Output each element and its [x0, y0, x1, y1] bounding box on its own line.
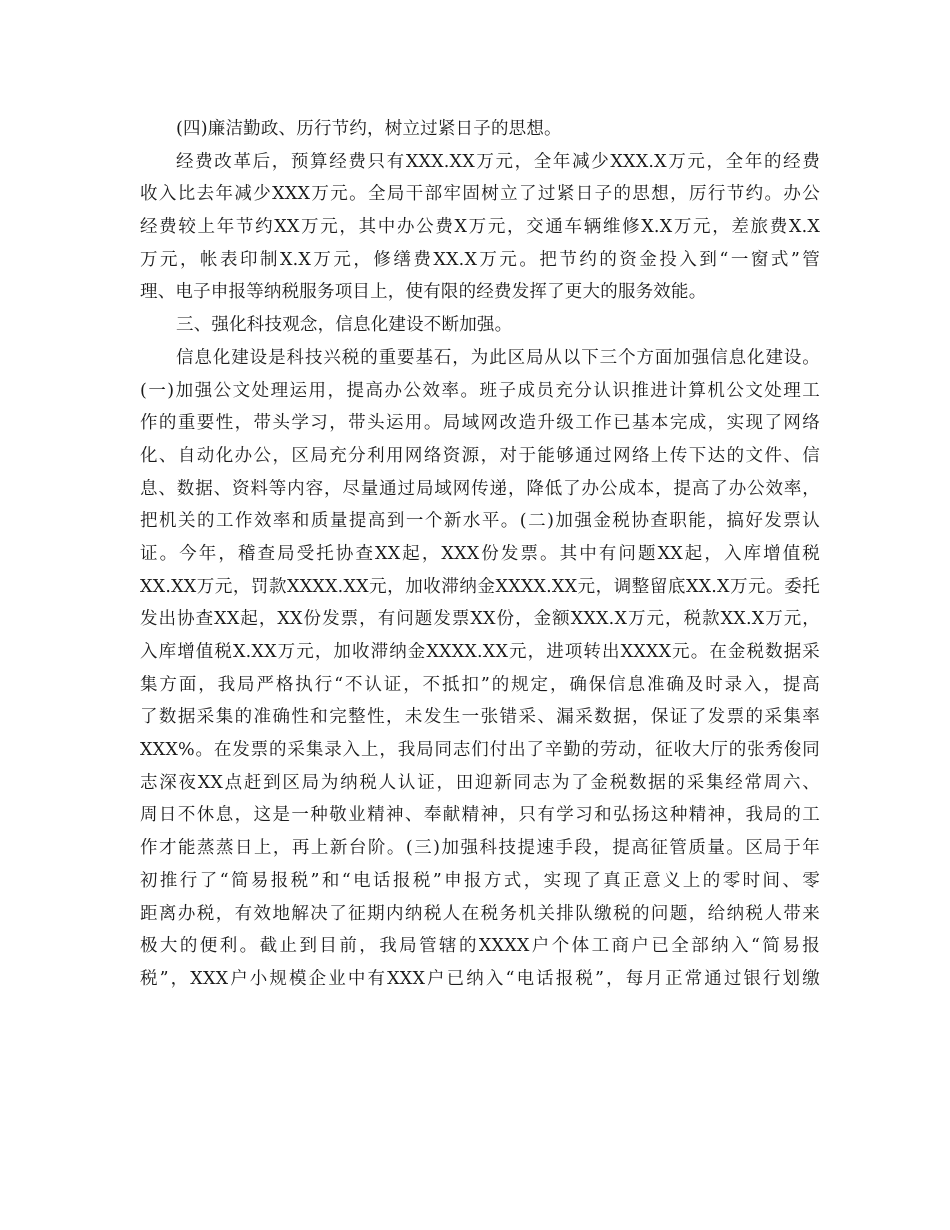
text-line: 初推行了“简易报税”和“电话报税”申报方式，实现了真正意义上的零时间、零 [140, 870, 820, 891]
text-line: 经费较上年节约XX万元，其中办公费X万元，交通车辆维修X.X万元，差旅费X.X [140, 217, 820, 238]
text-line: 作的重要性，带头学习，带头运用。局域网改造升级工作已基本完成，实现了网络 [140, 413, 820, 434]
text-line: 三、强化科技观念，信息化建设不断加强。 [176, 315, 513, 336]
text-line: XXX%。在发票的采集录入上，我局同志们付出了辛勤的劳动，征收大厅的张秀俊同 [140, 740, 820, 761]
text-line: 发出协查XX起，XX份发票，有问题发票XX份，金额XXX.X万元，税款XX.X万元， [140, 609, 820, 630]
text-line: 志深夜XX点赶到区局为纳税人认证，田迎新同志为了金税数据的采集经常周六、 [140, 772, 820, 793]
text-line: (四)廉洁勤政、历行节约，树立过紧日子的思想。 [176, 119, 562, 139]
text-line: 理、电子申报等纳税服务项目上，使有限的经费发挥了更大的服务效能。 [140, 282, 707, 303]
text-line: 作才能蒸蒸日上，再上新台阶。(三)加强科技提速手段，提高征管质量。区局于年 [140, 838, 820, 859]
text-line: (一)加强公文处理运用，提高办公效率。班子成员充分认识推进计算机公文处理工 [140, 380, 820, 401]
text-line: 税”，XXX户小规模企业中有XXX户已纳入“电话报税”，每月正常通过银行划缴 [140, 968, 820, 989]
text-line: 距离办税，有效地解决了征期内纳税人在税务机关排队缴税的问题，给纳税人带来 [140, 903, 820, 924]
text-line: 入库增值税X.XX万元，加收滞纳金XXXX.XX元，进项转出XXXX元。在金税数据采 [140, 642, 820, 662]
text-line: 收入比去年减少XXX万元。全局干部牢固树立了过紧日子的思想，厉行节约。办公 [140, 184, 820, 205]
text-line: 经费改革后，预算经费只有XXX.XX万元，全年减少XXX.X万元，全年的经费 [176, 151, 820, 172]
document-page [140, 113, 820, 996]
text-line: 化、自动化办公，区局充分利用网络资源，对于能够通过网络上传下达的文件、信 [140, 445, 820, 466]
text-line: 信息化建设是科技兴税的重要基石，为此区局从以下三个方面加强信息化建设。 [176, 347, 820, 368]
text-line: 集方面，我局严格执行“不认证，不抵扣”的规定，确保信息准确及时录入，提高 [140, 674, 820, 695]
text-line: 周日不休息，这是一种敬业精神、奉献精神，只有学习和弘扬这种精神，我局的工 [140, 805, 820, 826]
text-line: 息、数据、资料等内容，尽量通过局域网传递，降低了办公成本，提高了办公效率， [140, 478, 820, 499]
text-line: 了数据采集的准确性和完整性，未发生一张错采、漏采数据，保证了发票的采集率 [140, 707, 820, 728]
text-line: 极大的便利。截止到目前，我局管辖的XXXX户个体工商户已全部纳入“简易报 [140, 936, 820, 957]
text-line: 把机关的工作效率和质量提高到一个新水平。(二)加强金税协查职能，搞好发票认 [140, 511, 820, 532]
text-line: XX.XX万元，罚款XXXX.XX元，加收滞纳金XXXX.XX元，调整留底XX.X万元。委托 [140, 576, 820, 597]
text-line: 万元，帐表印制X.X万元，修缮费XX.X万元。把节约的资金投入到“一窗式”管 [140, 249, 820, 270]
text-line: 证。今年，稽查局受托协查XX起，XXX份发票。其中有问题XX起，入库增值税 [140, 543, 820, 564]
